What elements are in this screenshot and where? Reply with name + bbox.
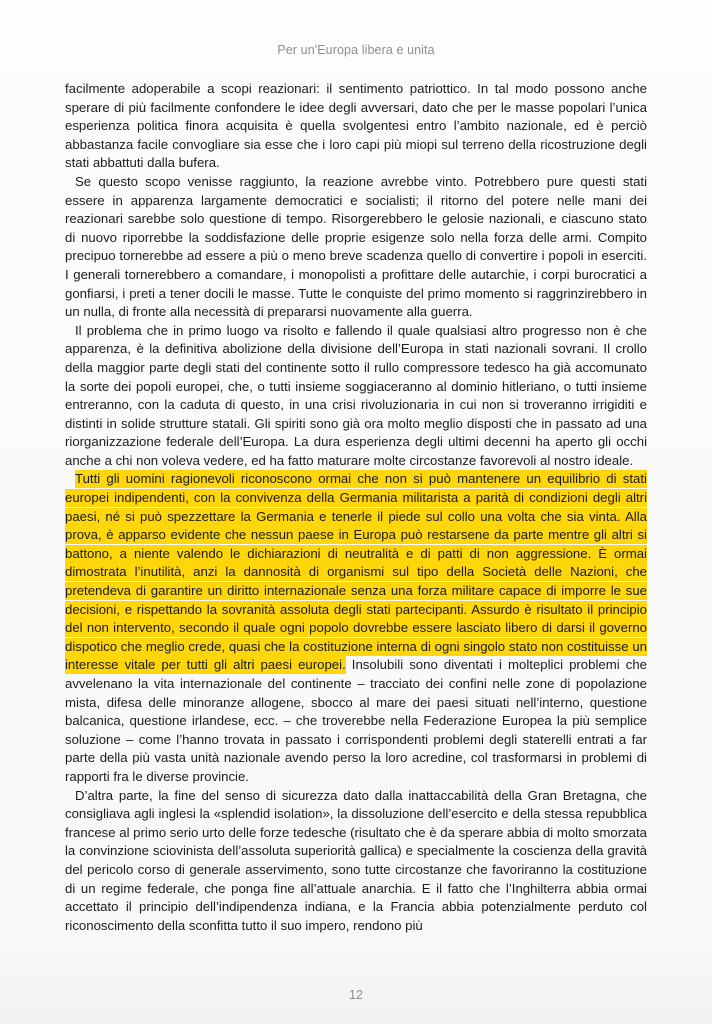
paragraph-4[interactable] xyxy=(65,470,647,786)
running-header: Per un'Europa libera e unita xyxy=(277,43,435,57)
page-number: 12 xyxy=(349,988,363,1002)
highlighted-passage[interactable]: Tutti gli uomini ragionevoli riconoscono ormai che non si può mantenere un equilibrio di stati europei indipendenti, con la convivenza della Germania militarista a parità di condizioni degli altri paesi, né si può spezzettare la Germania e tenerle il piede sul collo una volta che sia vinta. Alla prova, è apparso evidente che nessun paese in Europa può restarsene da parte mentre gli altri si battono, a niente valendo le dichiarazioni di neutralità e di patti di non aggressione. È ormai dimostrata l’inutilità, anzi la dannosità di organismi sul tipo della Società delle Nazioni, che pretendeva di garantire un diritto internazionale senza una forza militare capace di imporre le sue decisioni, e rispettando la sovranità assoluta degli stati partecipanti. Assurdo è risultato il principio del non intervento, secondo il quale ogni popolo dovrebbe essere lasciato libero di darsi il governo dispotico che meglio crede, quasi che la costituzione interna di ogni singolo stato non costituisse un interesse vitale per tutti gli altri paesi europei. xyxy=(65,471,647,673)
paragraph-4-continuation[interactable]: Insolubili sono diventati i molteplici problemi che avvelenano la vita internazionale del continente – tracciato dei confini nelle zone di popolazione mista, difesa delle minoranze allogene, sbocco al mare dei paesi situati nell’interno, questione balcanica, questione irlandese, ecc. – che troverebbe nella Federazione Europea la più semplice soluzione – come l’hanno trovata in passato i corrispondenti problemi degli staterelli entrati a far parte della più vasta unità nazionale avendo perso la loro acredine, col trasformarsi in problemi di rapporti fra le diverse provincie. xyxy=(65,657,647,784)
paragraph-1[interactable]: facilmente adoperabile a scopi reazionari: il sentimento patriottico. In tal modo possono anche sperare di più facilmente confondere le idee degli avversari, dato che per le masse popolari l’unica esperienza politica finora acquisita è quella svolgentesi entro l’ambito nazionale, ed è perciò abbastanza facile convogliare sia esse che i loro capi più miopi sul terreno della ricostruzione degli stati abbattuti dalla bufera. xyxy=(65,81,647,171)
paragraph-3[interactable]: Il problema che in primo luogo va risolto e fallendo il quale qualsiasi altro progresso non è che apparenza, è la definitiva abolizione della divisione dell’Europa in stati nazionali sovrani. Il crollo della maggior parte degli stati del continente sotto il rullo compressore tedesco ha già accomunato la sorte dei popoli europei, che, o tutti insieme soggiaceranno al dominio hitleriano, o tutti insieme entreranno, con la caduta di questo, in una crisi rivoluzionaria in cui non si troveranno irrigiditi e distinti in solide strutture statali. Gli spiriti sono già ora molto meglio disposti che in passato ad una riorganizzazione federale dell’Europa. La dura esperienza degli ultimi decenni ha aperto gli occhi anche a chi non voleva vedere, ed ha fatto maturare molte circostanze favorevoli al nostro ideale. xyxy=(65,322,647,468)
page-body[interactable] xyxy=(65,80,647,935)
paragraph-5[interactable]: D’altra parte, la fine del senso di sicurezza dato dalla inattaccabilità della Gran Bretagna, che consigliava agli inglesi la «splendid isolation», la dissoluzione dell’esercito e della stessa repubblica francese al primo serio urto delle forze tedesche (risultato che è da sperare abbia di molto smorzata la convinzione sciovinista dell’assoluta superiorità gallica) e specialmente la coscienza della gravità del pericolo corso di generale asservimento, sono tutte circostanze che favoriranno la costituzione di un regime federale, che ponga fine all’attuale anarchia. E il fatto che l’Inghilterra abbia ormai accettato il principio dell’indipendenza indiana, e la Francia abbia potenzialmente perduto col riconoscimento della sconfitta tutto il suo impero, rendono più xyxy=(65,787,648,933)
paragraph-2[interactable]: Se questo scopo venisse raggiunto, la reazione avrebbe vinto. Potrebbero pure questi stati essere in apparenza largamente democratici e socialisti; il ritorno del potere nelle mani dei reazionari sarebbe solo questione di tempo. Risorgerebbero le gelosie nazionali, e ciascuno stato di nuovo riporrebbe la soddisfazione delle proprie esigenze solo nella forza delle armi. Compito precipuo tornerebbe ad essere a più o meno breve scadenza quello di convertire i popoli in eserciti. I generali tornerebbero a comandare, i monopolisti a profittare delle autarchie, i corpi burocratici a gonfiarsi, i preti a tener docili le masse. Tutte le conquiste del primo momento si raggrinzirebbero in un nulla, di fronte alla necessità di prepararsi nuovamente alla guerra. xyxy=(65,173,647,320)
